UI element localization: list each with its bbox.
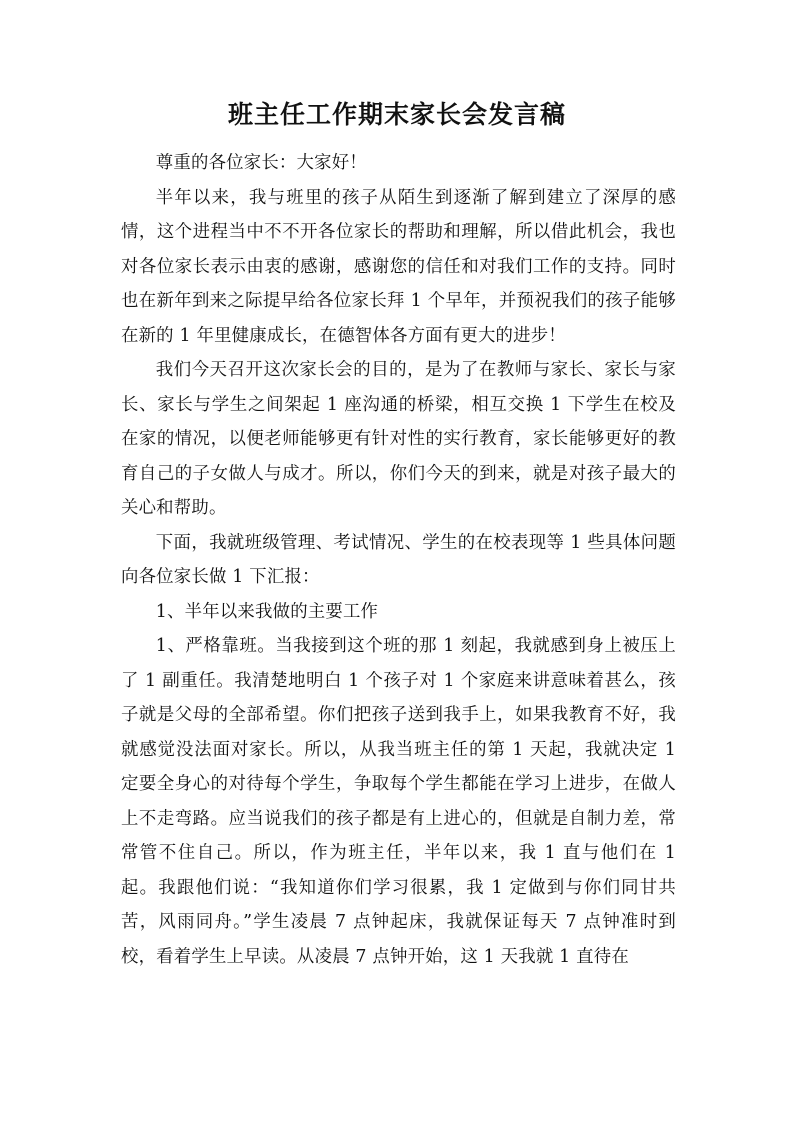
document-body xyxy=(121,146,676,974)
section-heading: 1、半年以来我做的主要工作 xyxy=(155,601,379,622)
paragraph-strict-management: 1、严格靠班。当我接到这个班的那 1 刻起，我就感到身上被压上了 1 副重任。我清楚地明白 1 个孩子对 1 个家庭来讲意味着甚么，孩子就是父母的全部希望。你们把孩子送到我手上，如果我教育不好，我就感觉没法面对家长。所以，从我当班主任的第 1 天起，我就决定 1 定要全身心的对待每个学生，争取每个学生都能在学习上进步，在做人上不走弯路。应当说我们的孩子都是有上进心的，但就是自制力差，常常管不住自己。所以，作为班主任，半年以来，我 1 直与他们在 1 起。我跟他们说：“我知道你们学习很累，我 1 定做到与你们同甘共苦，风雨同舟。”学生凌晨 7 点钟起床，我就保证每天 7 点钟准时到校，看着学生上早读。从凌晨 7 点钟开始，这 1 天我就 1 直待在 xyxy=(121,636,676,967)
paragraph-purpose: 我们今天召开这次家长会的目的，是为了在教师与家长、家长与家长、家长与学生之间架起 1 座沟通的桥梁，相互交换 1 下学生在校及在家的情况，以便老师能够更有针对性的实行教育，家长能够更好的教育自己的子女做人与成才。所以，你们今天的到来，就是对孩子最大的关心和帮助。 xyxy=(121,360,676,518)
document-title: 班主任工作期末家长会发言稿 xyxy=(227,100,566,129)
paragraph-report-intro: 下面，我就班级管理、考试情况、学生的在校表现等 1 些具体问题向各位家长做 1 下汇报： xyxy=(121,532,676,587)
paragraph-greeting: 尊重的各位家长：大家好！ xyxy=(155,153,367,173)
paragraph-intro: 半年以来，我与班里的孩子从陌生到逐渐了解到建立了深厚的感情，这个进程当中不不开各位家长的帮助和理解，所以借此机会，我也对各位家长表示由衷的感谢，感谢您的信任和对我们工作的支持。同时也在新年到来之际提早给各位家长拜 1 个早年，并预祝我们的孩子能够在新的 1 年里健康成长，在德智体各方面有更大的进步！ xyxy=(121,187,676,346)
